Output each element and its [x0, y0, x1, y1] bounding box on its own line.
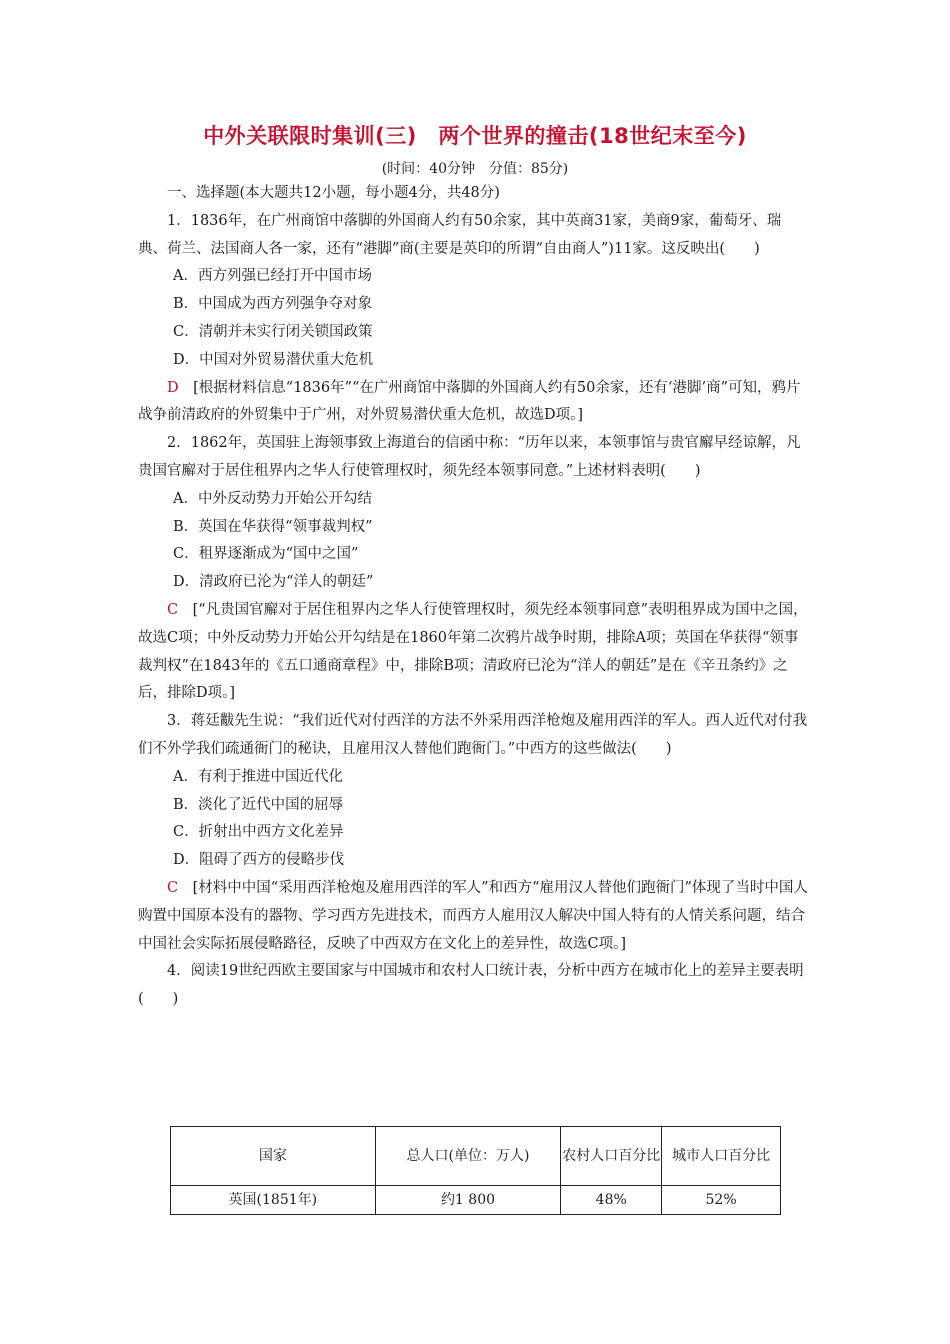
question-1-answer: D [167, 379, 179, 396]
content [138, 180, 810, 1014]
table-header-row [171, 1127, 781, 1186]
table-header-cell: 国家 [171, 1127, 376, 1186]
page-subtitle: (时间：40分钟 分值：85分) [381, 161, 569, 177]
question-4-stem: 4．阅读19世纪西欧主要国家与中国城市和农村人口统计表，分析中西方在城市化上的差异主要表明( ) [138, 963, 804, 1008]
section-heading: 一、选择题(本大题共12小题，每小题4分，共48分) [167, 185, 500, 201]
question-3-explanation [138, 875, 810, 958]
table-header-cell: 农村人口百分比 [561, 1127, 662, 1186]
question-3-option-b: B．淡化了近代中国的屈辱 [173, 796, 344, 813]
question-2-option-b: B．英国在华获得“领事裁判权” [173, 518, 373, 535]
question-2-option-c: C．租界逐渐成为“国中之国” [173, 546, 359, 563]
question-3-option-d: D．阻碍了西方的侵略步伐 [173, 852, 345, 869]
table-header-cell: 城市人口百分比 [662, 1127, 781, 1186]
question-2-option-d: D．清政府已沦为“洋人的朝廷” [173, 574, 374, 591]
question-1-option-a: A．西方列强已经打开中国市场 [173, 268, 372, 285]
table-cell: 约1 800 [375, 1186, 561, 1215]
question-2-explanation [138, 597, 810, 708]
question-2-stem: 2．1862年，英国驻上海领事致上海道台的信函中称：“历年以来，本领事馆与贵官廨早经谅解，凡贵国官廨对于居住租界内之华人行使管理权时，须先经本领事同意。”上述材料表明( ) [138, 435, 801, 479]
question-3-stem: 3．蒋廷黻先生说：“我们近代对付西洋的方法不外采用西洋枪炮及雇用西洋的军人。西人近代对付我们不外学我们疏通衙门的秘诀，且雇用汉人替他们跑衙门。”中西方的这些做法( ) [138, 713, 808, 757]
question-3-option-a: A．有利于推进中国近代化 [173, 768, 343, 785]
question-2-explanation-text: [“凡贵国官廨对于居住租界内之华人行使管理权时，须先经本领事同意”表明租界成为国中之国，故选C项；中外反动势力开始公开勾结是在1860年第二次鸦片战争时期，排除A项；英国在华获得“领事裁判权”在1843年的《五口通商章程》中，排除B项；清政府已沦为“洋人的朝廷”是在《辛丑条约》之后，排除D项。] [138, 601, 808, 702]
page-title: 中外关联限时集训(三) 两个世界的撞击(18世纪末至今) [203, 124, 747, 148]
question-3-answer: C [167, 879, 179, 896]
question-1-explanation [138, 375, 810, 431]
table-cell: 英国(1851年) [171, 1186, 376, 1215]
population-table [170, 1126, 781, 1215]
table-cell: 48% [561, 1186, 662, 1215]
table-cell: 52% [662, 1186, 781, 1215]
table-row [171, 1186, 781, 1215]
question-2-answer: C [167, 601, 179, 618]
question-2-option-a: A．中外反动势力开始公开勾结 [173, 490, 372, 507]
question-1-option-c: C．清朝并未实行闭关锁国政策 [173, 323, 373, 340]
question-1-stem: 1．1836年，在广州商馆中落脚的外国商人约有50余家，其中英商31家，美商9家，葡萄牙、瑞典、荷兰、法国商人各一家，还有“港脚”商(主要是英印的所谓“自由商人”)11家。这反映出( ) [138, 212, 782, 257]
question-3-explanation-text: [材料中中国“采用西洋枪炮及雇用西洋的军人”和西方“雇用汉人替他们跑衙门”体现了当时中国人购置中国原本没有的器物、学习西方先进技术，而西方人雇用汉人解决中国人特有的人情关系问题，结合中国社会实际拓展侵略路径，反映了中西双方在文化上的差异性，故选C项。] [138, 879, 808, 952]
table-header-cell: 总人口(单位：万人) [375, 1127, 561, 1186]
question-1-option-b: B．中国成为西方列强争夺对象 [173, 296, 373, 313]
question-3-option-c: C．折射出中西方文化差异 [173, 824, 344, 841]
question-1-option-d: D．中国对外贸易潜伏重大危机 [173, 351, 374, 368]
question-1-explanation-text: [根据材料信息“1836年”“在广州商馆中落脚的外国商人约有50余家，还有‘港脚’商”可知，鸦片战争前清政府的外贸集中于广州，对外贸易潜伏重大危机，故选D项。] [138, 379, 801, 424]
